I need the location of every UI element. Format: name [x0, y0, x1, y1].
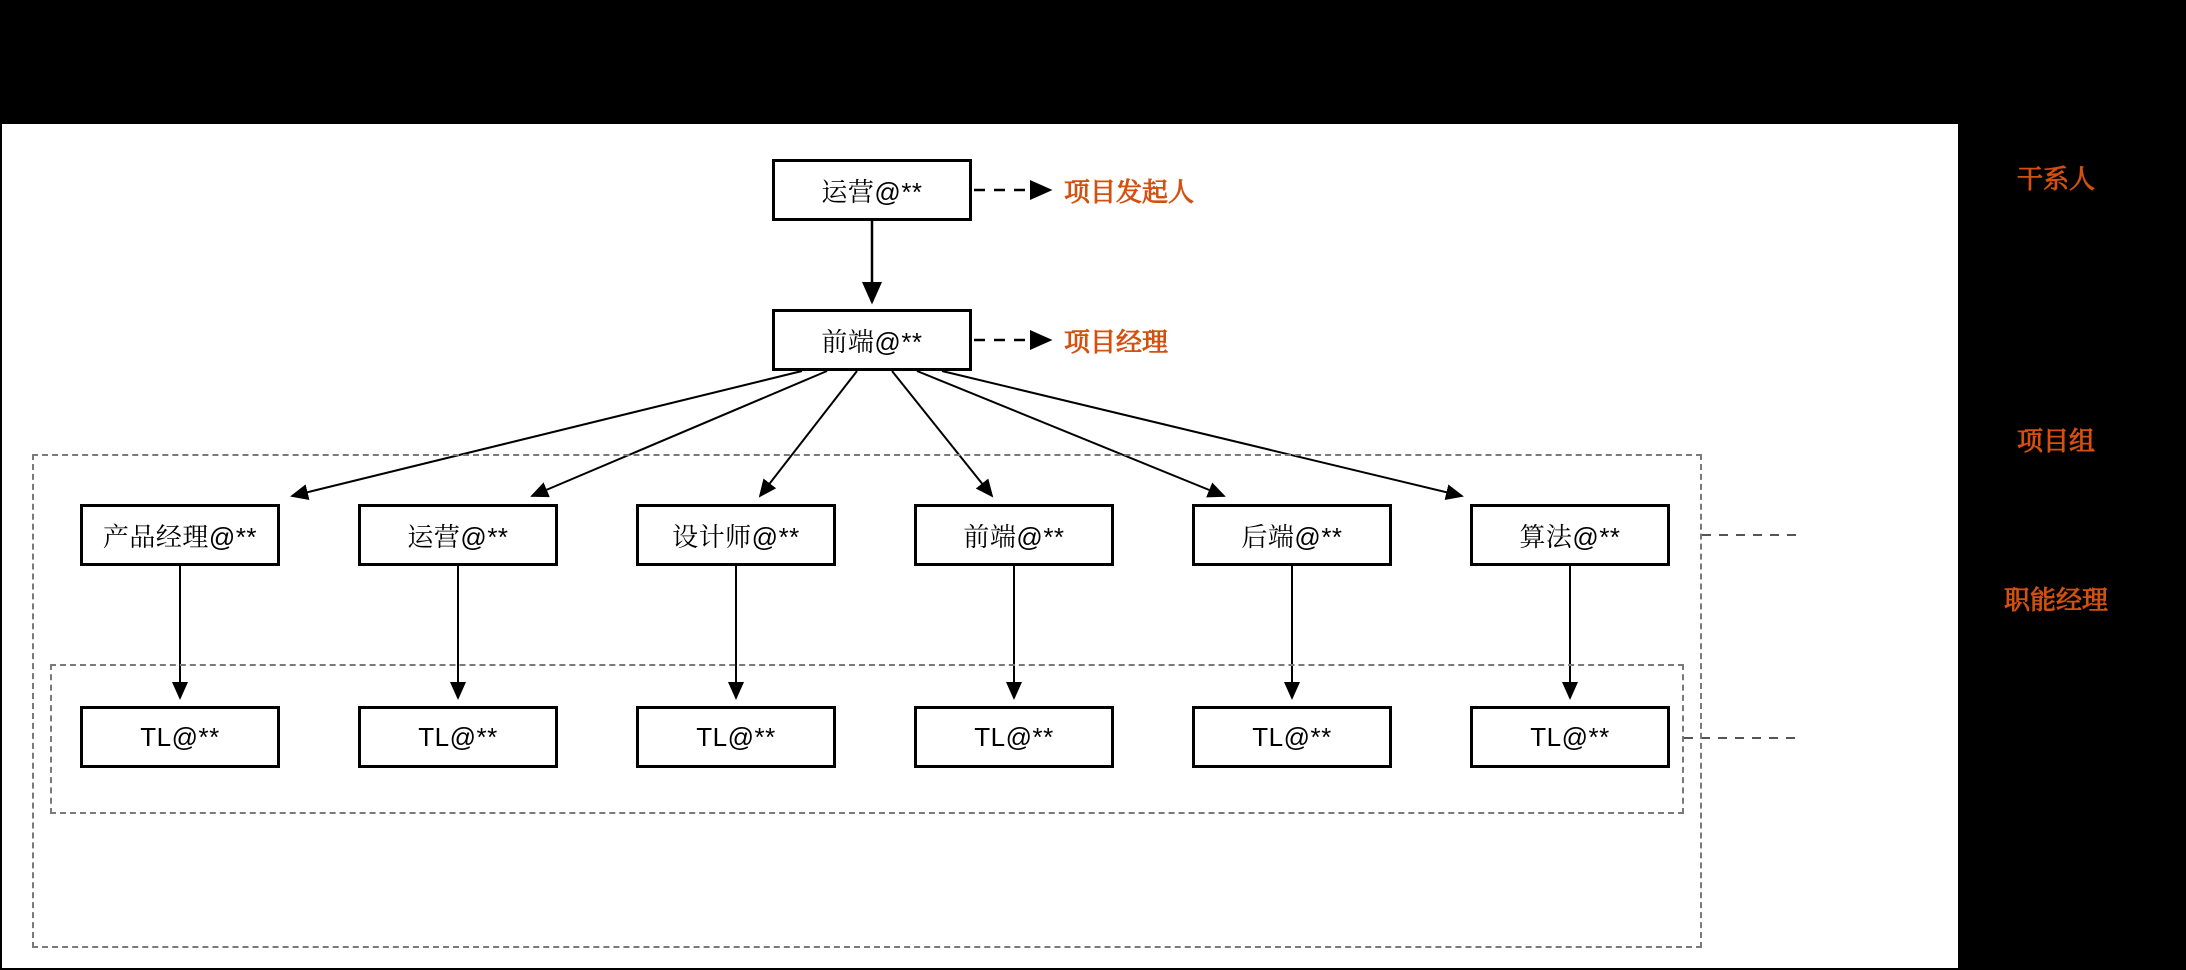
- node-team-algorithm[interactable]: [1470, 504, 1670, 566]
- node-project-manager[interactable]: [772, 309, 972, 371]
- side-label-stakeholder: 干系人: [2017, 164, 2096, 194]
- node-sponsor-label: 运营@**: [821, 176, 923, 207]
- node-tl-3[interactable]: [636, 706, 836, 768]
- node-team-designer-label: 设计师@**: [672, 521, 800, 552]
- node-team-backend[interactable]: [1192, 504, 1392, 566]
- node-tl-5[interactable]: [1192, 706, 1392, 768]
- node-team-operations[interactable]: [358, 504, 558, 566]
- side-label-project-team: 项目组: [2017, 426, 2096, 456]
- label-project-manager-role: 项目经理: [1064, 327, 1169, 357]
- node-team-product-manager[interactable]: [80, 504, 280, 566]
- node-tl-2-label: TL@**: [418, 721, 498, 752]
- node-team-frontend-label: 前端@**: [963, 521, 1065, 552]
- node-team-backend-label: 后端@**: [1241, 521, 1343, 552]
- node-tl-1-label: TL@**: [140, 721, 220, 752]
- node-team-frontend[interactable]: [914, 504, 1114, 566]
- label-sponsor-role: 项目发起人: [1064, 177, 1195, 207]
- node-tl-4[interactable]: [914, 706, 1114, 768]
- node-tl-1[interactable]: [80, 706, 280, 768]
- node-tl-2[interactable]: [358, 706, 558, 768]
- node-team-designer[interactable]: [636, 504, 836, 566]
- node-tl-6-label: TL@**: [1530, 721, 1610, 752]
- node-tl-5-label: TL@**: [1252, 721, 1332, 752]
- node-tl-6[interactable]: [1470, 706, 1670, 768]
- node-tl-4-label: TL@**: [974, 721, 1054, 752]
- diagram-canvas: [0, 122, 1960, 970]
- group-functional-manager: [50, 664, 1684, 814]
- node-team-algorithm-label: 算法@**: [1519, 521, 1621, 552]
- node-sponsor[interactable]: [772, 159, 972, 221]
- node-team-product-manager-label: 产品经理@**: [102, 521, 258, 552]
- node-project-manager-label: 前端@**: [821, 326, 923, 357]
- right-band: [1960, 0, 2186, 970]
- node-team-operations-label: 运营@**: [407, 521, 509, 552]
- node-tl-3-label: TL@**: [696, 721, 776, 752]
- side-label-functional-manager: 职能经理: [2004, 585, 2109, 615]
